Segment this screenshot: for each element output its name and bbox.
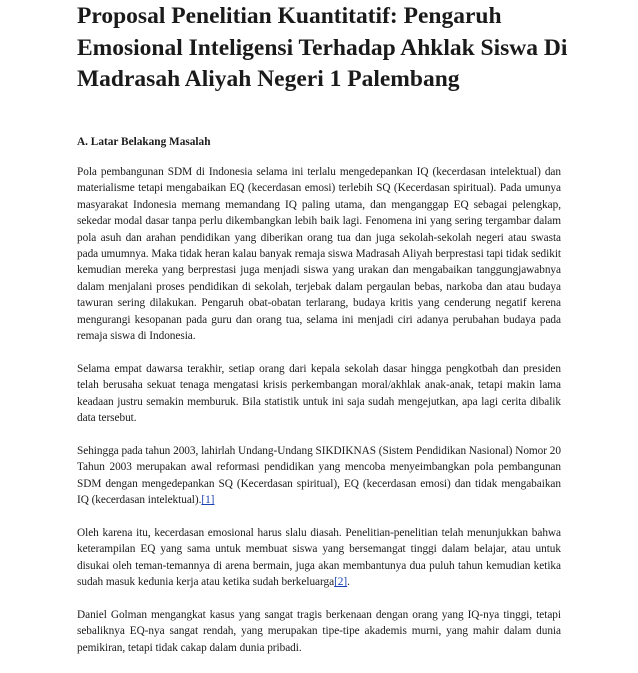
paragraph-text: Pola pembangunan SDM di Indonesia selama ini terlalu mengedepankan IQ (kecerdasan intelektual) dan materialisme tetapi mengabaikan EQ (kecerdasan emosi) terlebih SQ (Kecerdasan spiritual). Pada umunya masyarakat Indonesia memang memandang IQ paling utama, dan menganggap EQ sebagai pelengkap, sekedar modal dasar tanpa perlu dikembangkan lebih baik lagi. Fenomena ini yang sering tergambar dalam pola asuh dan arahan pendidikan yang diberikan orang tua dan juga sekolah-sekolah negeri atau swasta pada umumnya. Maka tidak heran kalau banyak remaja siswa Madrasah Aliyah berprestasi tapi tidak sedikit kemudian mereka yang berprestasi juga menjadi siswa yang urakan dan mengabaikan tanggungjawabnya dalam menjalani proses pendidikan di sekolah, terjebak dalam pergaulan bebas, narkoba dan atau budaya tawuran sering dilakukan. Pengaruh obat-obatan terlarang, budaya kritis yang cenderung negatif kerena mengurangi kesopanan pada guru dan orang tua, selama ini menjadi ciri adanya perubahan budaya pada remaja siswa di Indonesia.	[77, 166, 561, 343]
paragraph-text: Sehingga pada tahun 2003, lahirlah Undang-Undang SIKDIKNAS (Sistem Pendidikan Nasional) Nomor 20 Tahun 2003 merupakan awal reformasi pendidikan yang mencoba menyeimbangkan pola pembangunan SDM dengan mengedepankan SQ (Kecerdasan spiritual), EQ (kecerdasan emosi) dan tidak mengabaikan IQ (kecerdasan intelektual).	[77, 444, 561, 507]
paragraph-4	[77, 525, 561, 591]
paragraph-2	[77, 361, 561, 427]
footnote-link-2[interactable]: [2]	[334, 576, 348, 589]
paragraph-3	[77, 443, 561, 509]
document-title: Proposal Penelitian Kuantitatif: Pengaruh Emosional Inteligensi Terhadap Ahklak Siswa Di Madrasah Aliyah Negeri 1 Palembang	[77, 3, 568, 92]
body-text	[77, 164, 561, 673]
paragraph-text: Daniel Golman mengangkat kasus yang sangat tragis berkenaan dengan orang yang IQ-nya tinggi, tetapi sebaliknya EQ-nya sangat rendah, yang merupakan tipe-tipe akademis murni, yang mahir dalam dunia pemikiran, tetapi tidak cakap dalam dunia pribadi.	[77, 608, 561, 654]
section-heading: A. Latar Belakang Masalah	[77, 136, 211, 148]
paragraph-text: Selama empat dawarsa terakhir, setiap orang dari kepala sekolah dasar hingga pengkotbah dan presiden telah berusaha sekuat tenaga mengatasi krisis perkembangan moral/akhlak anak-anak, tetapi makin lama keadaan justru semakin memburuk. Bila statistik untuk ini saja sudah mengejutkan, apa lagi cerita dibalik data tersebut.	[77, 362, 561, 425]
paragraph-text: Oleh karena itu, kecerdasan emosional harus slalu diasah. Penelitian-penelitian telah menunjukkan bahwa keterampilan EQ yang sama untuk membuat siswa yang bersemangat tinggi dalam belajar, atau untuk disukai oleh teman-temannya di arena bermain, juga akan membantunya dua puluh tahun kemudian ketika sudah masuk kedunia kerja atau ketika sudah berkeluarga	[77, 526, 561, 589]
footnote-link-1[interactable]: [1]	[201, 494, 215, 507]
paragraph-end-period: .	[347, 576, 350, 589]
paragraph-5	[77, 607, 561, 656]
paragraph-1	[77, 164, 561, 344]
